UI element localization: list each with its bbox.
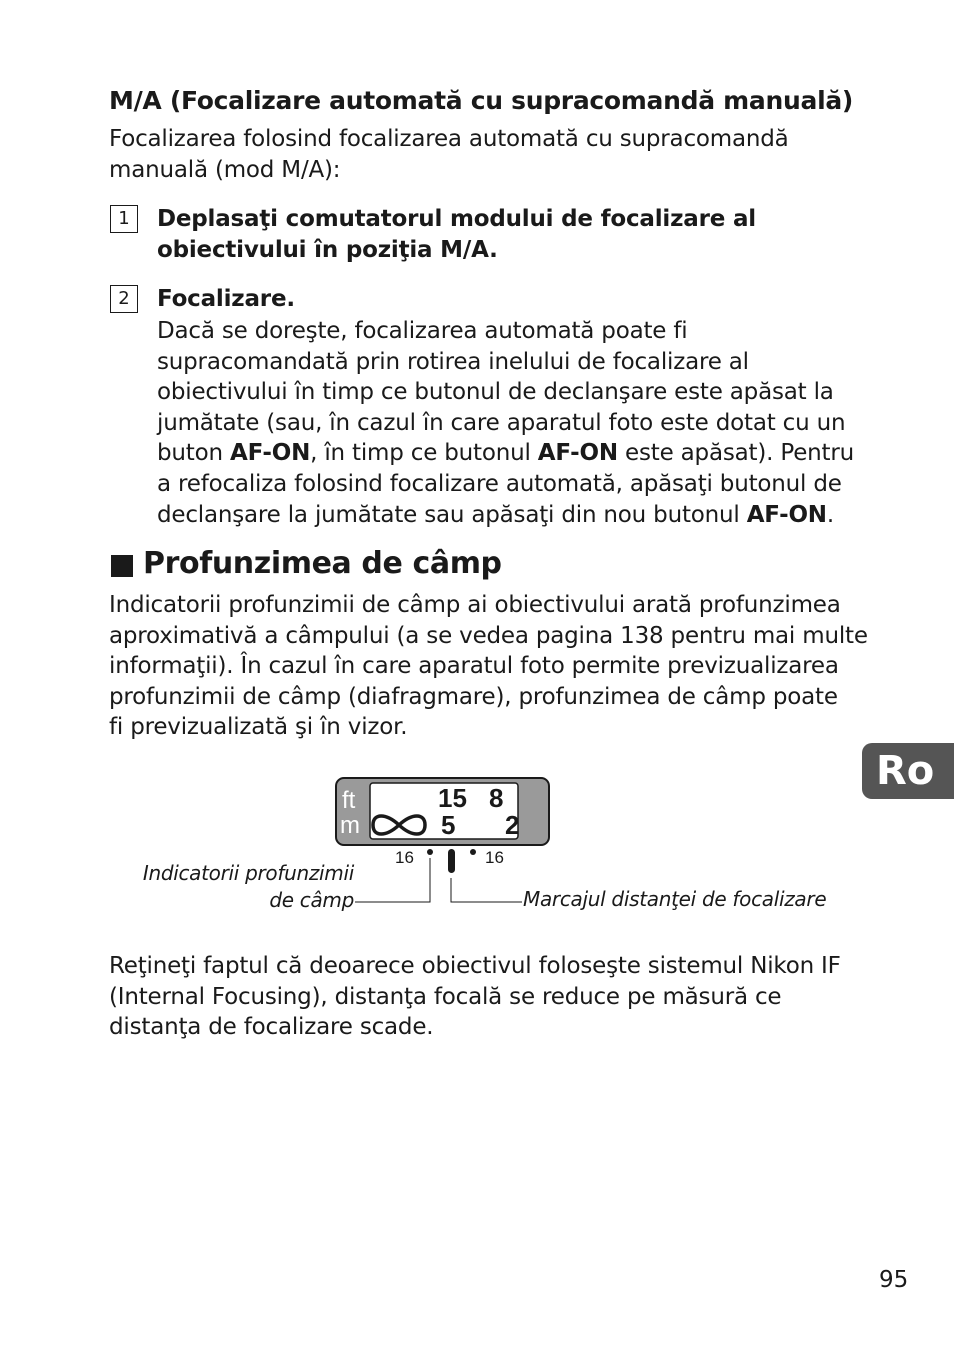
text-run: , în timp ce butonul <box>310 440 538 467</box>
paragraph-line: fi previzualizată şi în vizor. <box>109 714 408 741</box>
section-heading-ma: M/A (Focalizare automată cu supracomandă manuală) <box>109 86 854 115</box>
step-body-line: jumătate (sau, în cazul în care aparatul foto este dotat cu un <box>157 409 846 436</box>
caption-line: Indicatorii profunzimii <box>142 861 354 885</box>
af-on-label: AF-ON <box>537 440 618 467</box>
text-run: este apăsat). Pentru <box>617 440 854 467</box>
section-intro <box>109 124 789 185</box>
step-1-title <box>157 204 756 266</box>
text-run: buton <box>157 440 230 467</box>
page-number: 95 <box>879 1267 909 1293</box>
step-title-line: obiectivului în poziţia M/A. <box>157 237 498 263</box>
paragraph-line: distanţa de focalizare scade. <box>109 1014 434 1041</box>
step-body-line <box>157 500 854 531</box>
paragraph-line: Reţineţi faptul că deoarece obiectivul foloseşte sistemul Nikon IF <box>109 953 841 979</box>
leader-lines <box>350 855 530 915</box>
ft-value: 15 <box>438 783 467 813</box>
leader-line-dof <box>355 858 430 902</box>
caption-line: de câmp <box>269 888 354 912</box>
step-body-line: supracomandată prin rotirea inelului de focalizare al <box>157 348 749 375</box>
text-run: declanşare la jumătate sau apăsaţi din nou butonul <box>157 501 747 528</box>
m-value: 5 <box>441 810 456 840</box>
step-body-line: Dacă se doreşte, focalizarea automată poate fi <box>157 318 688 344</box>
heading-square-icon <box>111 555 133 577</box>
unit-ft: ft <box>342 787 356 814</box>
ft-value: 8 <box>489 783 504 813</box>
note-paragraph <box>109 951 841 1043</box>
leader-line-mark <box>451 878 522 902</box>
step-body-line: obiectivului în timp ce butonul de declanşare este apăsat la <box>157 379 834 406</box>
paragraph-line: (Internal Focusing), distanţa focală se reduce pe măsură ce <box>109 983 782 1010</box>
text-run: . <box>826 501 834 528</box>
step-number-1: 1 <box>110 205 138 233</box>
m-value: 2 <box>505 810 520 840</box>
intro-line: Focalizarea folosind focalizarea automată cu supracomandă <box>109 126 789 152</box>
step-title-line: Deplasaţi comutatorul modului de focalizare al <box>157 206 756 232</box>
caption-focus-mark: Marcajul distanţei de focalizare <box>523 887 827 911</box>
paragraph-line: aproximativă a câmpului (a se vedea pagina 138 pentru mai multe <box>109 622 868 649</box>
paragraph-line: Indicatorii profunzimii de câmp ai obiectivului arată profunzimea <box>109 592 841 618</box>
language-tab: Ro <box>862 743 954 799</box>
step-body-line: a refocaliza folosind focalizare automată, apăsaţi butonul de <box>157 470 842 497</box>
dof-mark-right: 16 <box>485 848 504 867</box>
paragraph-line: profunzimii de câmp (diafragmare), profunzimea de câmp poate <box>109 683 838 710</box>
paragraph-line: informaţii). În cazul în care aparatul foto permite previzualizarea <box>109 653 839 680</box>
dof-paragraph <box>109 590 868 743</box>
af-on-label: AF-ON <box>229 440 311 467</box>
dof-mark-left: 16 <box>395 848 414 867</box>
caption-dof-indicators <box>100 860 354 914</box>
step-number-2: 2 <box>110 285 138 313</box>
intro-line: manuală (mod M/A): <box>109 156 341 183</box>
step-2-body <box>157 316 854 530</box>
section-heading-dof: Profunzimea de câmp <box>143 546 502 581</box>
af-on-label: AF-ON <box>746 501 827 528</box>
unit-m: m <box>340 812 360 839</box>
step-2-title: Focalizare. <box>157 286 295 312</box>
step-body-line <box>157 438 854 469</box>
